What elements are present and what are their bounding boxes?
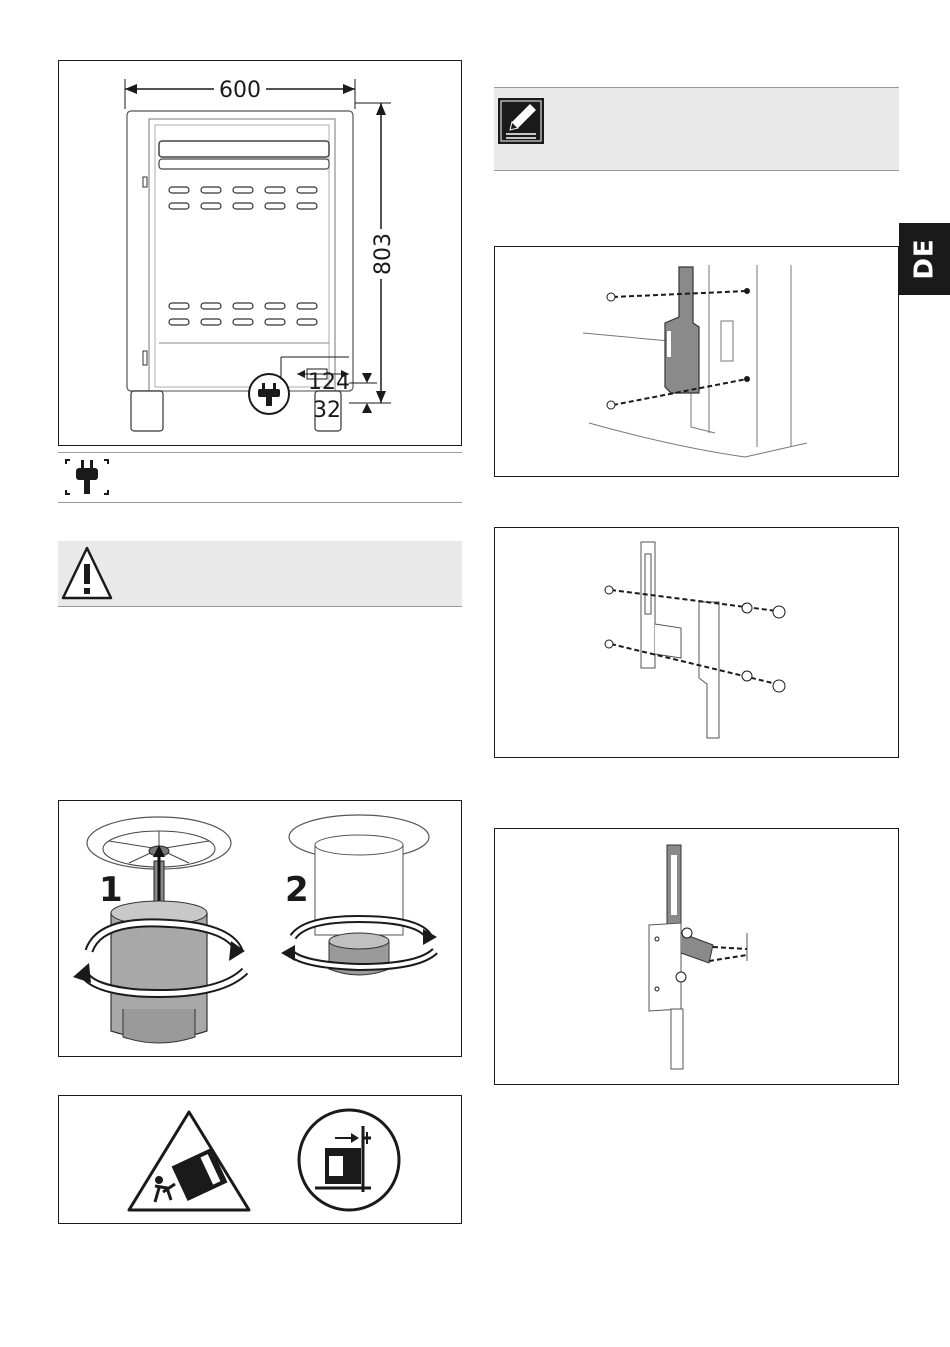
tip-over-hazard-icon xyxy=(129,1112,249,1210)
note-pencil-icon xyxy=(496,96,546,146)
foot-adjustment-figure xyxy=(58,800,462,1057)
vertical-offset-label: 32 xyxy=(313,398,341,423)
bracket-assembly-figure xyxy=(494,527,899,758)
language-tab[interactable] xyxy=(899,223,950,295)
height-dimension-label: 803 xyxy=(371,233,396,275)
bracket-installed-figure xyxy=(494,828,899,1085)
plug-note-top-rule xyxy=(58,452,462,453)
warning-band xyxy=(58,541,462,607)
step-1-label: 1 xyxy=(99,870,123,910)
plug-note-bottom-rule xyxy=(58,502,462,503)
tip-over-figure xyxy=(58,1095,462,1224)
warning-triangle-icon xyxy=(60,544,114,602)
width-dimension-label: 600 xyxy=(219,78,261,103)
appliance-dimensions-figure xyxy=(58,60,462,446)
bracket-mount-figure xyxy=(494,246,899,477)
note-band xyxy=(494,87,899,171)
step-2-label: 2 xyxy=(285,870,309,910)
horizontal-offset-label: 124 xyxy=(308,370,350,395)
push-against-wall-icon xyxy=(299,1110,399,1210)
plug-icon xyxy=(64,456,110,498)
language-tab-label: DE xyxy=(909,238,940,280)
